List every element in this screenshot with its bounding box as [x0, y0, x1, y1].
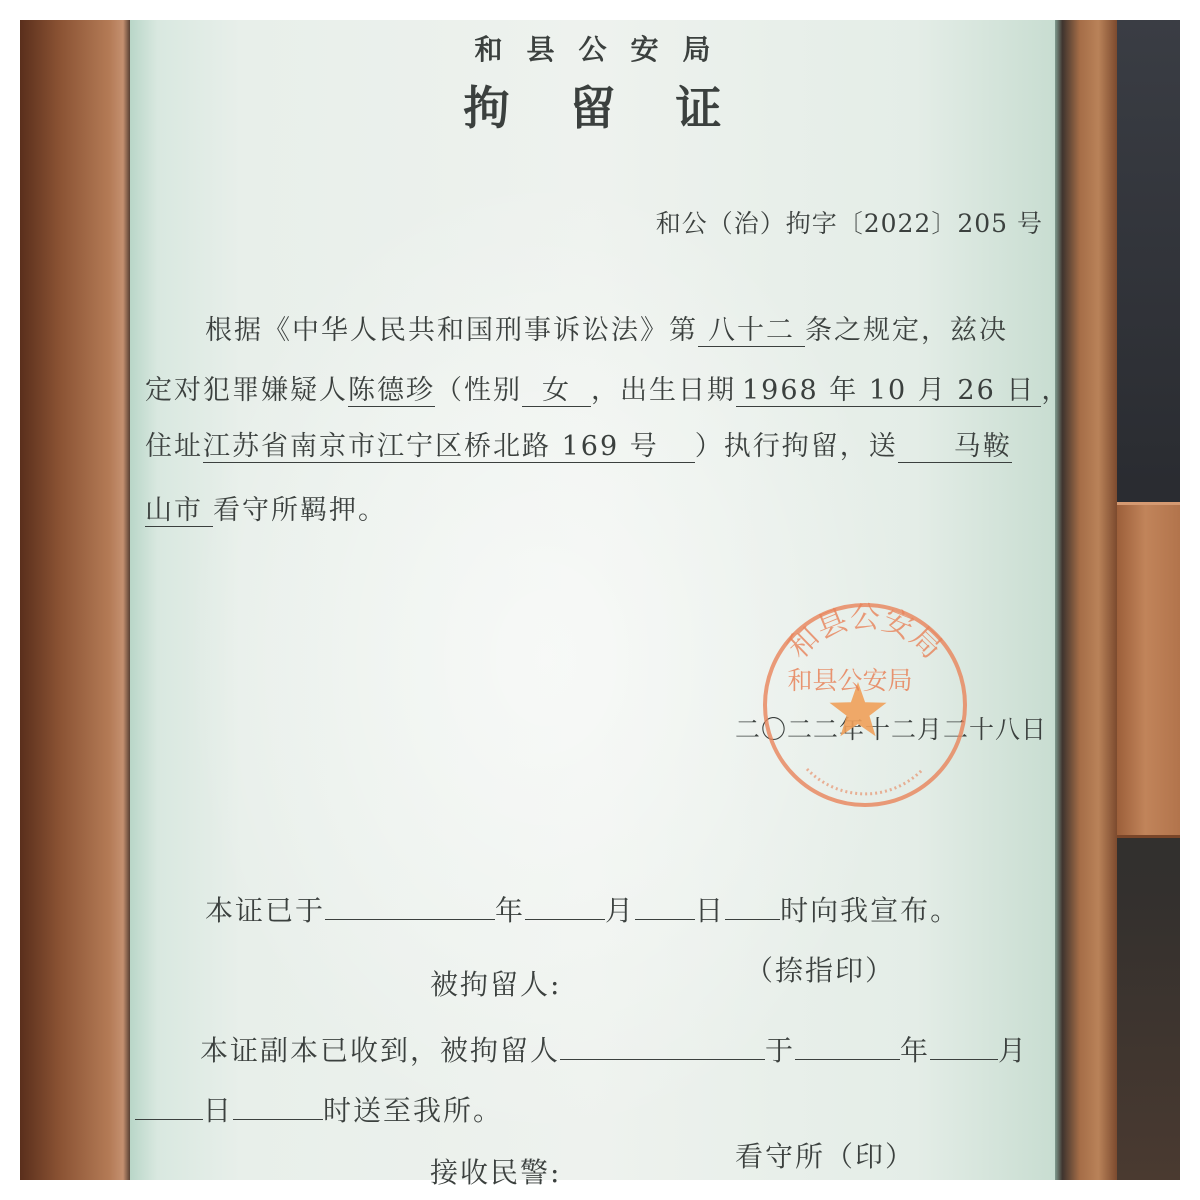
suspect-gender: 女 — [522, 376, 591, 407]
blank-field — [930, 1035, 998, 1060]
phone-frame-left — [20, 20, 132, 1180]
text: 年 — [900, 1034, 931, 1067]
detainee-label: 被拘留人: — [430, 968, 562, 1001]
detention-center-location-cont: 山市 — [145, 496, 213, 527]
seal-arc-textpath: 和县公安局 — [781, 600, 949, 666]
text: 月 — [605, 894, 636, 927]
text: 定对犯罪嫌疑人 — [145, 375, 348, 406]
phone-screen — [130, 20, 1071, 1189]
blank-field — [325, 895, 495, 920]
text: 本证副本已收到，被拘留人 — [200, 1034, 561, 1067]
text: 时向我宣布。 — [780, 894, 961, 927]
blank-field — [135, 1095, 203, 1120]
text: 根据《中华人民共和国刑事诉讼法》第 — [205, 315, 698, 346]
article-number: 八十二 — [698, 316, 805, 347]
body-line-2 — [145, 374, 1070, 408]
document-title: 拘留证 — [463, 81, 782, 135]
seal-arc-text — [781, 601, 949, 666]
document-number: 和公（治）拘字〔2022〕205 号 — [655, 209, 1043, 238]
text: 本证已于 — [205, 894, 326, 927]
delivered-line — [135, 1094, 503, 1128]
body-line-3 — [145, 430, 1012, 464]
copy-received-line — [200, 1034, 1028, 1068]
blank-field — [795, 1035, 900, 1060]
issuing-agency: 和县公安局 — [474, 33, 735, 66]
blank-field — [560, 1035, 765, 1060]
text: 时送至我所。 — [323, 1094, 504, 1127]
photo — [20, 20, 1180, 1189]
suspect-birth-date: 1968 年 10 月 26 日 — [736, 376, 1041, 407]
text: 条之规定，兹决 — [805, 315, 1008, 346]
detention-center-stamp-label: 看守所（印） — [735, 1140, 916, 1173]
text: ）执行拘留，送 — [694, 431, 898, 462]
text: 住址 — [145, 431, 203, 462]
text: 年 — [495, 894, 526, 927]
text: 日 — [203, 1094, 234, 1127]
announce-line — [205, 894, 960, 928]
body-line-4 — [145, 494, 387, 528]
text: 看守所羁押。 — [213, 495, 387, 526]
text: ，出生日期 — [591, 375, 736, 406]
fingerprint-label: （捺指印） — [745, 954, 896, 987]
blank-field — [233, 1095, 323, 1120]
suspect-address: 江苏省南京市江宁区桥北路 169 号 — [203, 432, 695, 463]
seal-center-text: 和县公安局 — [787, 666, 913, 695]
seal-bottom-arc — [807, 769, 923, 794]
blank-field — [525, 895, 605, 920]
officer-label: 接收民警: — [430, 1156, 562, 1189]
phone-frame-right — [1055, 20, 1117, 1180]
official-seal — [755, 597, 985, 827]
text: 于 — [765, 1034, 796, 1067]
blank-field — [725, 895, 780, 920]
detention-center-location: 马鞍 — [898, 432, 1012, 463]
text: 日 — [695, 894, 726, 927]
text: （性别 — [435, 375, 522, 406]
issue-date: 二〇二二年十二月二十八日 — [734, 715, 1047, 744]
blank-field — [635, 895, 695, 920]
text: ， — [1041, 375, 1071, 406]
suspect-name: 陈德珍 — [348, 375, 435, 406]
body-line-1 — [205, 314, 1008, 348]
text: 月 — [998, 1034, 1029, 1067]
leather-strap — [1117, 502, 1180, 838]
